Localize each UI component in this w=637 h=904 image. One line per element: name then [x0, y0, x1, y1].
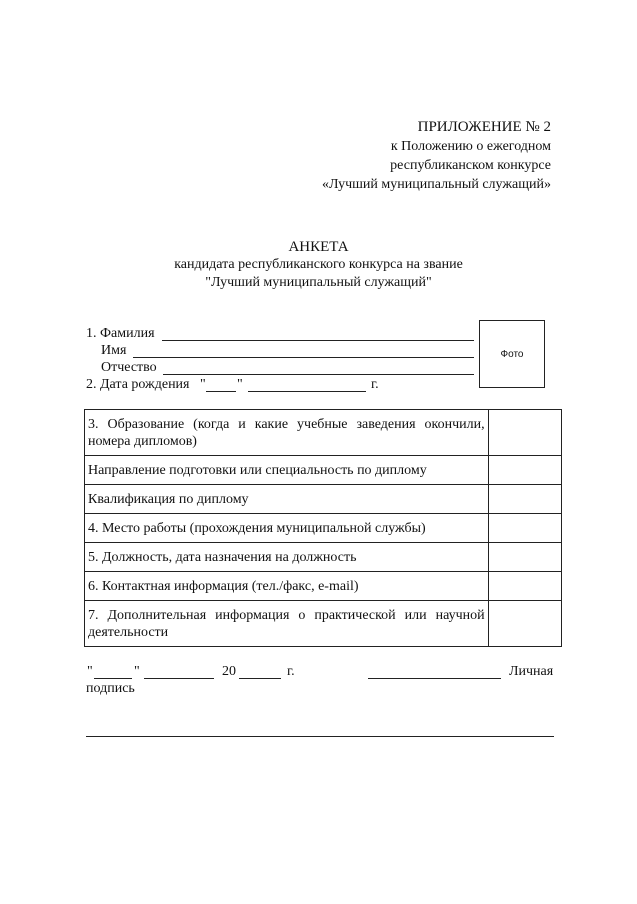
appendix-line-2: республиканском конкурсе	[390, 158, 551, 173]
table-row	[85, 514, 562, 543]
table-row	[85, 410, 562, 456]
row-value-specialty[interactable]	[488, 456, 561, 485]
photo-box	[479, 320, 545, 388]
form-subtitle-2: "Лучший муниципальный служащий"	[205, 275, 432, 290]
form-subtitle-1: кандидата республиканского конкурса на звание	[174, 257, 463, 272]
row-label-workplace: 4. Место работы (прохождения муниципальной службы)	[85, 514, 489, 543]
appendix-header	[322, 118, 551, 194]
appendix-line-1: к Положению о ежегодном	[390, 139, 551, 154]
footer-year-prefix: 20	[222, 664, 236, 679]
signature-label-2: подпись	[86, 681, 135, 696]
footer-day-field[interactable]	[94, 678, 132, 679]
footer-quote-open: "	[87, 664, 93, 679]
row-value-position[interactable]	[488, 543, 561, 572]
row-value-additional[interactable]	[488, 601, 561, 647]
row-value-workplace[interactable]	[488, 514, 561, 543]
row-label-additional: 7. Дополнительная информация о практической или научной деятельности	[85, 601, 489, 647]
row-label-specialty: Направление подготовки или специальность по диплому	[85, 456, 489, 485]
patronymic-field[interactable]	[163, 374, 474, 375]
birth-month-field[interactable]	[248, 391, 366, 392]
row-label-qualification: Квалификация по диплому	[85, 485, 489, 514]
footer-quote-close: "	[134, 664, 140, 679]
row-value-contacts[interactable]	[488, 572, 561, 601]
appendix-title: ПРИЛОЖЕНИЕ № 2	[417, 119, 551, 135]
appendix-line-3: «Лучший муниципальный служащий»	[321, 177, 551, 192]
photo-label: Фото	[500, 348, 524, 360]
row-value-education[interactable]	[488, 410, 561, 456]
name-label: Имя	[101, 343, 127, 358]
table-row	[85, 572, 562, 601]
birth-year-suffix: г.	[371, 377, 379, 392]
bottom-divider	[86, 736, 554, 737]
table-row	[85, 485, 562, 514]
footer-year-suffix: г.	[287, 664, 295, 679]
name-field[interactable]	[133, 357, 474, 358]
form-title-block	[0, 238, 637, 292]
row-value-qualification[interactable]	[488, 485, 561, 514]
signature-field[interactable]	[368, 678, 501, 679]
row-label-position: 5. Должность, дата назначения на должность	[85, 543, 489, 572]
birth-quote-close: "	[237, 377, 243, 392]
table-row	[85, 601, 562, 647]
birth-date-label: 2. Дата рождения	[86, 377, 190, 392]
birth-quote-open: "	[200, 377, 206, 392]
patronymic-label: Отчество	[101, 360, 157, 375]
signature-label-1: Личная	[509, 664, 554, 679]
footer-year-field[interactable]	[239, 678, 281, 679]
row-label-contacts: 6. Контактная информация (тел./факс, e-mail)	[85, 572, 489, 601]
surname-field[interactable]	[162, 340, 474, 341]
table-row	[85, 456, 562, 485]
info-table	[84, 409, 562, 647]
birth-day-field[interactable]	[206, 391, 236, 392]
form-title: АНКЕТА	[288, 239, 349, 255]
table-row	[85, 543, 562, 572]
row-label-education: 3. Образование (когда и какие учебные заведения окончили, номера дипломов)	[85, 410, 489, 456]
surname-label: 1. Фамилия	[86, 326, 155, 341]
footer-month-field[interactable]	[144, 678, 214, 679]
